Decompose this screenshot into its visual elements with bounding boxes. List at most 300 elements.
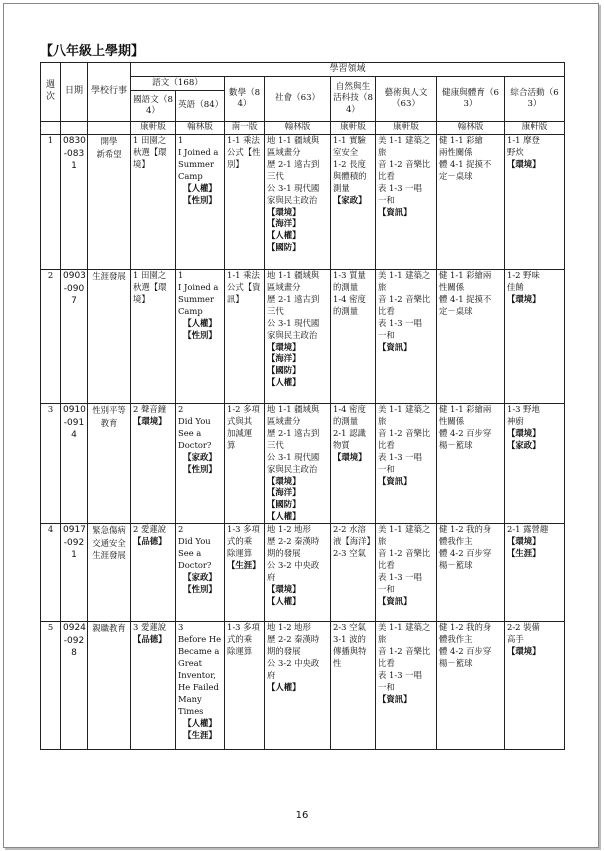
unit-line: 期的發展 — [267, 548, 301, 559]
unit-line: Great — [178, 657, 203, 668]
week-number: 5 — [41, 622, 61, 750]
unit-line: 1-4 密度 — [333, 404, 366, 414]
unit-line: 2-3 空氣 — [333, 548, 366, 559]
unit-line: 1-3 多項 — [227, 524, 260, 535]
unit-line: Camp — [178, 305, 203, 316]
date-range — [61, 404, 88, 524]
unit-line: 訊】 — [227, 293, 244, 304]
topic-tag: 【性別】 — [183, 463, 217, 474]
science-cell — [331, 622, 376, 750]
topic-tag: 【環境】 — [507, 427, 541, 438]
topic-tag: 【環境】 — [267, 583, 301, 594]
integrated-cell — [505, 135, 565, 270]
integrated-cell — [505, 524, 565, 622]
topic-tag: 【資訊】 — [378, 341, 412, 352]
date-line: -091 — [63, 417, 85, 428]
unit-line: 美 1-1 建築之 — [378, 135, 431, 145]
unit-line: 歷 2-1 遠古到 — [267, 293, 320, 304]
topic-tag: 【生涯】 — [507, 548, 541, 559]
unit-line: 性關係 — [439, 415, 465, 426]
unit-line: 除運算 — [227, 548, 253, 559]
unit-line: I Joined a — [178, 146, 219, 157]
date-line: -090 — [63, 283, 85, 294]
unit-line: 旅 — [378, 415, 387, 426]
unit-line: 體我作主 — [439, 536, 473, 547]
unit-line: 式的乘 — [227, 536, 253, 547]
unit-line: 兩性關係 — [439, 146, 473, 157]
topic-tag: 【環境】 — [507, 158, 541, 169]
school-event — [88, 524, 131, 622]
unit-line: 3-1 波的 — [333, 634, 366, 645]
school-event — [88, 135, 131, 270]
date-line: 0830 — [63, 136, 86, 146]
unit-line: 健 1-1 彩繪 — [439, 135, 483, 145]
unit-line: 1-2 多項 — [227, 404, 260, 414]
date-line: 0903 — [63, 271, 86, 281]
unit-line: 的測量 — [333, 305, 359, 316]
date-line: 7 — [71, 296, 77, 307]
unit-line: 楊－籃球 — [439, 559, 473, 570]
unit-line: 1 — [178, 135, 184, 145]
date-header: 日期 — [61, 63, 88, 122]
topic-tag: 【環境】 — [133, 415, 167, 426]
unit-line: 式與其 — [227, 415, 253, 426]
unit-line: 2 — [178, 524, 184, 535]
unit-line: 地 1-1 疆域與 — [267, 270, 320, 280]
date-line: 4 — [71, 430, 77, 441]
social-cell — [265, 135, 331, 270]
date-range — [61, 270, 88, 404]
week-header: 週次 — [41, 63, 61, 122]
unit-line: 別】 — [227, 158, 244, 169]
date-line: -092 — [63, 537, 85, 548]
topic-tag: 【環境】 — [267, 206, 301, 217]
unit-line: 2-2 裝備 — [507, 622, 540, 633]
unit-line: 公 3-2 中央政 — [267, 657, 320, 668]
unit-line: 音 1-2 音樂比 — [378, 293, 431, 304]
unit-line: 2 愛蓮說 — [133, 524, 167, 535]
unit-line: 1 田園之 — [133, 135, 167, 145]
unit-line: I Joined a — [178, 281, 219, 292]
unit-line: See a — [178, 427, 202, 438]
unit-line: 旅 — [378, 281, 387, 292]
unit-line: 性關係 — [439, 281, 465, 292]
chinese-cell — [131, 135, 176, 270]
publisher-integrated: 康軒版 — [505, 122, 565, 135]
english-cell — [176, 135, 225, 270]
publisher-chinese: 康軒版 — [131, 122, 176, 135]
chinese-header: 國語文（84） — [131, 91, 176, 122]
unit-line: 2 — [178, 404, 184, 414]
unit-line: Camp — [178, 170, 203, 181]
unit-line: 音 1-2 音樂比 — [378, 427, 431, 438]
unit-line: 體 4-2 百步穿 — [439, 548, 492, 559]
topic-tag: 【國防】 — [267, 499, 301, 510]
school-event-line: 生涯發展 — [92, 271, 126, 281]
math-cell — [225, 135, 265, 270]
unit-line: 一和 — [378, 681, 395, 692]
unit-line: 2-3 空氣 — [333, 622, 366, 633]
publisher-row-spacer — [88, 122, 131, 135]
unit-line: 1-2 野味 — [507, 270, 540, 280]
unit-line: Did You — [178, 536, 211, 547]
topic-tag: 【資訊】 — [378, 206, 412, 217]
unit-line: 1-1 摩登 — [507, 135, 540, 145]
unit-line: 比看 — [378, 305, 395, 316]
unit-line: 家與民主政治 — [267, 463, 318, 474]
topic-tag: 【生涯】 — [227, 559, 261, 570]
unit-line: 表 1-3 一唱 — [378, 669, 422, 680]
unit-line: 音 1-2 音樂比 — [378, 158, 431, 169]
unit-line: 歷 2-2 秦漢時 — [267, 536, 320, 547]
unit-line: 高手 — [507, 634, 524, 645]
health-cell — [437, 622, 505, 750]
week-number: 2 — [41, 270, 61, 404]
topic-tag: 【國防】 — [267, 242, 301, 253]
unit-line: 健 1-2 我的身 — [439, 622, 492, 633]
unit-line: 三代 — [267, 305, 284, 316]
unit-line: 家與民主政治 — [267, 194, 318, 205]
unit-line: 1-1 實驗 — [333, 135, 366, 145]
publisher-health: 翰林版 — [437, 122, 505, 135]
unit-line: 旅 — [378, 634, 387, 645]
topic-tag: 【生涯】 — [183, 729, 217, 740]
topic-tag: 【人權】 — [183, 317, 217, 328]
topic-tag: 【人權】 — [267, 230, 301, 241]
math-cell — [225, 622, 265, 750]
date-line: 0910 — [63, 405, 86, 415]
english-header: 英語（84） — [176, 91, 225, 122]
arts-cell — [376, 622, 437, 750]
unit-line: 府 — [267, 669, 276, 680]
arts-cell — [376, 135, 437, 270]
publisher-arts: 康軒版 — [376, 122, 437, 135]
unit-line: 性 — [333, 657, 342, 668]
unit-line: 地 1-1 疆域與 — [267, 404, 320, 414]
unit-line: 公 3-1 現代國 — [267, 317, 320, 328]
unit-line: Summer — [178, 158, 214, 169]
topic-tag: 【人權】 — [267, 511, 301, 522]
unit-line: 比看 — [378, 439, 395, 450]
social-cell — [265, 622, 331, 750]
unit-line: 公式【資 — [227, 281, 261, 292]
unit-line: 表 1-3 一唱 — [378, 571, 422, 582]
unit-line: 表 1-3 一唱 — [378, 182, 422, 193]
unit-line: 美 1-1 建築之 — [378, 270, 431, 280]
english-cell — [176, 270, 225, 404]
week-number: 1 — [41, 135, 61, 270]
social-header: 社會（63） — [265, 77, 331, 122]
math-header: 數學（84） — [225, 77, 265, 122]
unit-line: See a — [178, 548, 202, 559]
health-cell — [437, 404, 505, 524]
unit-line: 1 田園之 — [133, 270, 167, 280]
unit-line: 美 1-1 建築之 — [378, 622, 431, 633]
unit-line: 一和 — [378, 329, 395, 340]
date-line: 0924 — [63, 623, 86, 634]
integrated-cell — [505, 404, 565, 524]
unit-line: 測量 — [333, 182, 350, 193]
date-line: 1 — [71, 550, 77, 561]
unit-line: 的測量 — [333, 415, 359, 426]
unit-line: 美 1-1 建築之 — [378, 524, 431, 535]
schedule-table — [40, 62, 565, 750]
unit-line: 3 愛蓮說 — [133, 622, 167, 633]
topic-tag: 【海洋】 — [267, 487, 301, 498]
unit-line: 境】 — [133, 158, 150, 169]
topic-tag: 【環境】 — [507, 536, 541, 547]
unit-line: 一和 — [378, 194, 395, 205]
unit-line: 2-1 認識 — [333, 427, 366, 438]
english-cell — [176, 404, 225, 524]
school-event-line: 性別平等 — [92, 405, 126, 415]
week-row — [41, 404, 565, 524]
unit-line: Summer — [178, 293, 214, 304]
science-cell — [331, 524, 376, 622]
date-range — [61, 524, 88, 622]
math-cell — [225, 404, 265, 524]
social-cell — [265, 524, 331, 622]
unit-line: 健 1-1 彩繪兩 — [439, 270, 492, 280]
unit-line: 公 3-1 現代國 — [267, 182, 320, 193]
week-number: 3 — [41, 404, 61, 524]
unit-line: Doctor? — [178, 439, 212, 450]
unit-line: 健 1-1 彩繪兩 — [439, 404, 492, 414]
school-event — [88, 270, 131, 404]
chinese-cell — [131, 622, 176, 750]
week-row — [41, 622, 565, 750]
school-event — [88, 622, 131, 750]
school-event-line: 親職教育 — [92, 623, 126, 634]
unit-line: 歷 2-1 遠古到 — [267, 427, 320, 438]
health-cell — [437, 270, 505, 404]
unit-line: 體 4-2 百步穿 — [439, 427, 492, 438]
unit-line: Many — [178, 693, 202, 704]
unit-line: 楊－籃球 — [439, 439, 473, 450]
unit-line: 表 1-3 一唱 — [378, 317, 422, 328]
unit-line: 體 4-1 捉摸不 — [439, 293, 492, 304]
topic-tag: 【海洋】 — [267, 353, 301, 364]
unit-line: 地 1-2 地形 — [267, 524, 311, 535]
week-row — [41, 524, 565, 622]
unit-line: 的測量 — [333, 281, 359, 292]
publisher-science: 康軒版 — [331, 122, 376, 135]
unit-line: 體 4-1 捉摸不 — [439, 158, 492, 169]
topic-tag: 【性別】 — [183, 583, 217, 594]
topic-tag: 【家政】 — [183, 571, 217, 582]
school-event-line: 教育 — [100, 417, 118, 428]
topic-tag: 【品德】 — [133, 536, 167, 547]
unit-line: 區域畫分 — [267, 146, 301, 157]
topic-tag: 【人權】 — [267, 377, 301, 388]
topic-tag: 【家政】 — [507, 439, 541, 450]
publisher-row-spacer — [61, 122, 88, 135]
unit-line: 1-3 多項 — [227, 622, 260, 633]
unit-line: 歷 2-2 秦漢時 — [267, 634, 320, 645]
science-cell — [331, 270, 376, 404]
english-cell — [176, 524, 225, 622]
science-header: 自然與生活科技（84） — [331, 77, 376, 122]
unit-line: 公 3-1 現代國 — [267, 451, 320, 462]
chinese-cell — [131, 270, 176, 404]
health-cell — [437, 135, 505, 270]
chinese-cell — [131, 404, 176, 524]
chinese-cell — [131, 524, 176, 622]
unit-line: 比看 — [378, 559, 395, 570]
unit-line: 比看 — [378, 170, 395, 181]
arts-cell — [376, 270, 437, 404]
date-line: -092 — [63, 635, 85, 646]
unit-line: 除運算 — [227, 646, 253, 657]
date-range — [61, 135, 88, 270]
school-event-line: 生涯發展 — [92, 550, 126, 561]
unit-line: 物質 — [333, 439, 350, 450]
topic-tag: 【資訊】 — [378, 475, 412, 486]
integrated-cell — [505, 270, 565, 404]
school-event-line: 緊急傷病 — [92, 525, 126, 536]
unit-line: 算 — [227, 439, 236, 450]
unit-line: 公式【性 — [227, 146, 261, 157]
unit-line: 1-4 密度 — [333, 293, 366, 304]
topic-tag: 【國防】 — [267, 365, 301, 376]
topic-tag: 【家政】 — [183, 451, 217, 462]
topic-tag: 【性別】 — [183, 329, 217, 340]
unit-line: 1-1 乘法 — [227, 270, 260, 280]
unit-line: 音 1-2 音樂比 — [378, 646, 431, 657]
topic-tag: 【人權】 — [183, 717, 217, 728]
topic-tag: 【人權】 — [267, 595, 301, 606]
unit-line: 家與民主政治 — [267, 329, 318, 340]
unit-line: Before He — [178, 634, 222, 645]
week-row — [41, 135, 565, 270]
unit-line: 傳播與特 — [333, 646, 367, 657]
unit-line: 野炊 — [507, 146, 524, 157]
topic-tag: 【環境】 — [507, 646, 541, 657]
topic-tag: 【家政】 — [333, 194, 367, 205]
unit-line: 一和 — [378, 463, 395, 474]
publisher-math: 南一版 — [225, 122, 265, 135]
unit-line: 區域畫分 — [267, 415, 301, 426]
unit-line: 1 — [178, 270, 184, 280]
social-cell — [265, 270, 331, 404]
unit-line: 1-3 質量 — [333, 270, 366, 280]
date-range — [61, 622, 88, 750]
unit-line: 3 — [178, 622, 184, 633]
publisher-english: 翰林版 — [176, 122, 225, 135]
unit-line: 1-3 野地 — [507, 404, 540, 414]
language-header: 語文（168） — [131, 77, 225, 91]
learning-domain-header: 學習領域 — [131, 63, 565, 77]
unit-line: 一和 — [378, 583, 395, 594]
arts-cell — [376, 524, 437, 622]
unit-line: Inventor, — [178, 669, 216, 680]
arts-header: 藝術與人文（63） — [376, 77, 437, 122]
topic-tag: 【環境】 — [267, 475, 301, 486]
school-event-line: 開學 — [100, 136, 118, 146]
school-event — [88, 404, 131, 524]
page-title: 【八年級上學期】 — [40, 44, 145, 59]
unit-line: 1-2 長度 — [333, 158, 366, 169]
unit-line: 定－桌球 — [439, 170, 473, 181]
unit-line: 楊－籃球 — [439, 657, 473, 668]
science-cell — [331, 404, 376, 524]
unit-line: 健 1-2 我的身 — [439, 524, 492, 535]
math-cell — [225, 524, 265, 622]
unit-line: Times — [178, 705, 204, 716]
unit-line: He Failed — [178, 681, 219, 692]
unit-line: 府 — [267, 571, 276, 582]
unit-line: 式的乘 — [227, 634, 253, 645]
integrated-header: 綜合活動（63） — [505, 77, 565, 122]
topic-tag: 【環境】 — [507, 293, 541, 304]
unit-line: 液【海洋】 — [333, 536, 375, 547]
science-cell — [331, 135, 376, 270]
topic-tag: 【環境】 — [267, 341, 301, 352]
unit-line: 定－桌球 — [439, 305, 473, 316]
unit-line: Doctor? — [178, 559, 212, 570]
page-number: 16 — [295, 810, 309, 821]
health-cell — [437, 524, 505, 622]
topic-tag: 【環境】 — [333, 451, 367, 462]
unit-line: 1-1 乘法 — [227, 135, 260, 145]
unit-line: Did You — [178, 415, 211, 426]
unit-line: 與體積的 — [333, 170, 367, 181]
unit-line: 加減運 — [227, 427, 253, 438]
unit-line: 音 1-2 音樂比 — [378, 548, 431, 559]
unit-line: 旅 — [378, 146, 387, 157]
unit-line: 秋選【環 — [133, 146, 167, 157]
unit-line: 期的發展 — [267, 646, 301, 657]
date-line: -083 — [63, 148, 85, 159]
school-events-header: 學校行事 — [88, 63, 131, 122]
date-line: 8 — [71, 648, 77, 659]
integrated-cell — [505, 622, 565, 750]
unit-line: 美 1-1 建築之 — [378, 404, 431, 414]
topic-tag: 【資訊】 — [378, 595, 412, 606]
school-event-line: 新希望 — [96, 148, 122, 159]
publisher-row-spacer — [41, 122, 61, 135]
unit-line: Became a — [178, 646, 220, 657]
unit-line: 秋選【環 — [133, 281, 167, 292]
unit-line: 表 1-3 一唱 — [378, 451, 422, 462]
topic-tag: 【性別】 — [183, 194, 217, 205]
unit-line: 境】 — [133, 293, 150, 304]
unit-line: 歷 2-1 遠古到 — [267, 158, 320, 169]
topic-tag: 【海洋】 — [267, 218, 301, 229]
unit-line: 三代 — [267, 170, 284, 181]
topic-tag: 【人權】 — [267, 681, 301, 692]
unit-line: 地 1-2 地形 — [267, 622, 311, 633]
unit-line: 室安全 — [333, 146, 359, 157]
week-row — [41, 270, 565, 404]
week-number: 4 — [41, 524, 61, 622]
date-line: 1 — [71, 161, 77, 172]
date-line: 0917 — [63, 525, 86, 536]
unit-line: 2 聲音鐘 — [133, 404, 167, 414]
unit-line: 2-1 露營趣 — [507, 524, 549, 535]
topic-tag: 【人權】 — [183, 182, 217, 193]
unit-line: 體我作主 — [439, 634, 473, 645]
unit-line: 2-2 水溶 — [333, 524, 366, 535]
unit-line: 比看 — [378, 657, 395, 668]
topic-tag: 【品德】 — [133, 634, 167, 645]
unit-line: 旅 — [378, 536, 387, 547]
math-cell — [225, 270, 265, 404]
unit-line: 佳餚 — [507, 281, 524, 292]
school-event-line: 交通安全 — [92, 537, 126, 548]
topic-tag: 【資訊】 — [378, 693, 412, 704]
unit-line: 區域畫分 — [267, 281, 301, 292]
